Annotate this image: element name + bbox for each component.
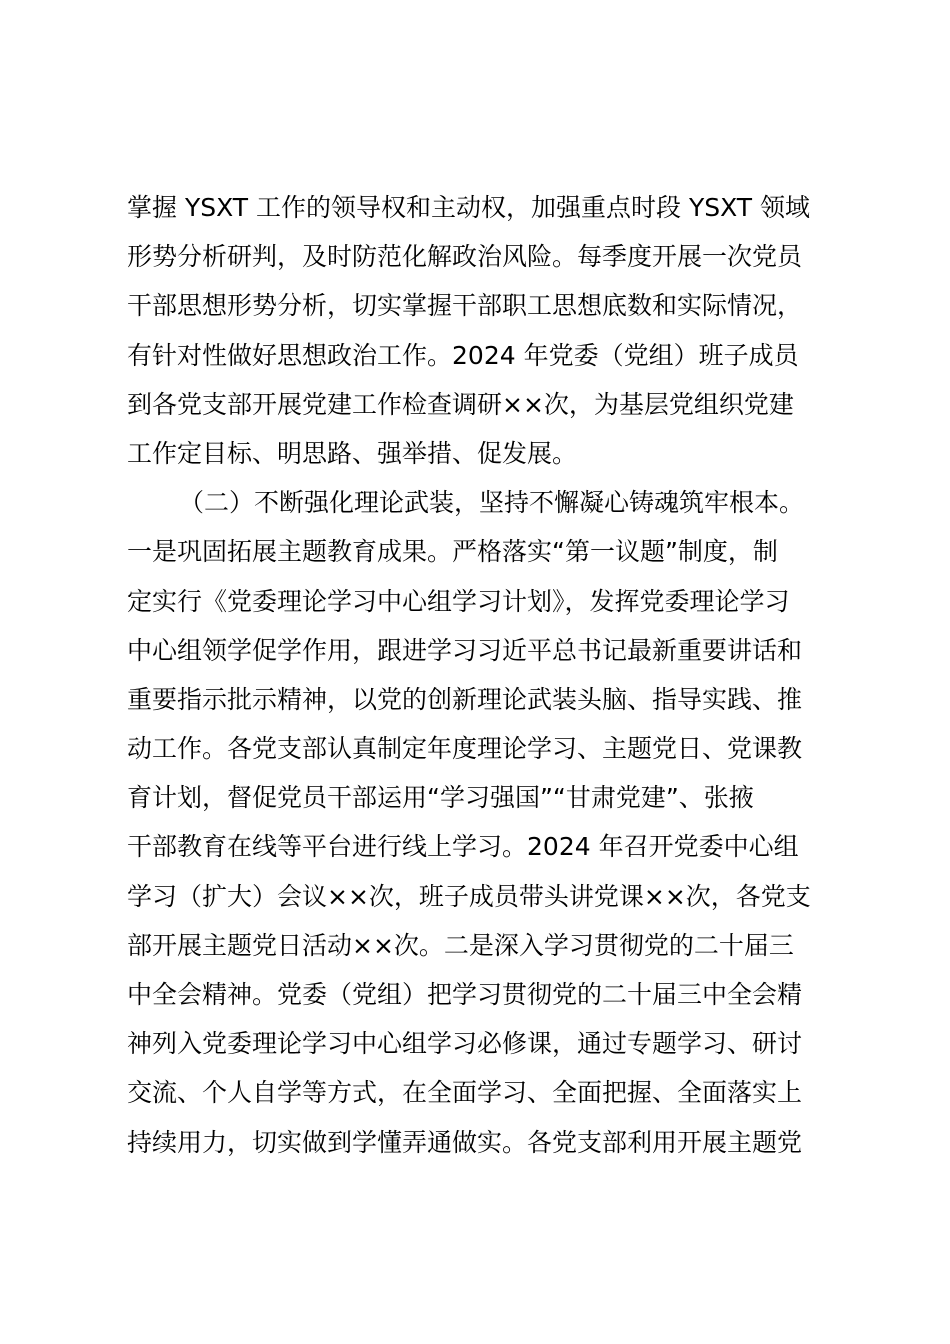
- text-line: 中全会精神。党委（党组）把学习贯彻党的二十届三中全会精: [127, 980, 803, 1009]
- text-line: 育计划，督促党员干部运用“学习强国”“甘肃党建”、张掖: [127, 783, 754, 813]
- body-text: [127, 183, 837, 1167]
- text-line: 神列入党委理论学习中心组学习必修课，通过专题学习、研讨: [127, 1029, 803, 1059]
- text-line: 交流、个人自学等方式，在全面学习、全面把握、全面落实上: [127, 1078, 803, 1108]
- text-line: 掌握 YSXT 工作的领导权和主动权，加强重点时段 YSXT 领域: [127, 193, 810, 222]
- text-line: 学习（扩大）会议××次，班子成员带头讲党课××次，各党支: [127, 881, 811, 911]
- text-line: 干部教育在线等平台进行线上学习。2024 年召开党委中心组: [127, 832, 799, 862]
- text-line: 有针对性做好思想政治工作。2024 年党委（党组）班子成员: [127, 340, 799, 370]
- text-line: 工作定目标、明思路、强举措、促发展。: [127, 438, 578, 468]
- text-line: 到各党支部开展党建工作检查调研××次，为基层党组织党建: [127, 389, 794, 419]
- text-line: 部开展主题党日活动××次。二是深入学习贯彻党的二十届三: [127, 930, 794, 960]
- text-line: 干部思想形势分析，切实掌握干部职工思想底数和实际情况，: [127, 291, 803, 321]
- text-line: 定实行《党委理论学习中心组学习计划》，发挥党委理论学习: [127, 586, 790, 616]
- text-line: 一是巩固拓展主题教育成果。严格落实“第一议题”制度，制: [127, 537, 778, 567]
- text-line: 中心组领学促学作用，跟进学习习近平总书记最新重要讲话和: [127, 635, 803, 665]
- text-line: 持续用力，切实做到学懂弄通做实。各党支部利用开展主题党: [127, 1127, 803, 1157]
- text-line: 动工作。各党支部认真制定年度理论学习、主题党日、党课教: [127, 734, 803, 764]
- text-line: 形势分析研判，及时防范化解政治风险。每季度开展一次党员: [127, 242, 803, 272]
- section-heading: （二）不断强化理论武装，坚持不懈凝心铸魂筑牢根本。: [179, 488, 805, 518]
- text-line: 重要指示批示精神，以党的创新理论武装头脑、指导实践、推: [127, 684, 803, 714]
